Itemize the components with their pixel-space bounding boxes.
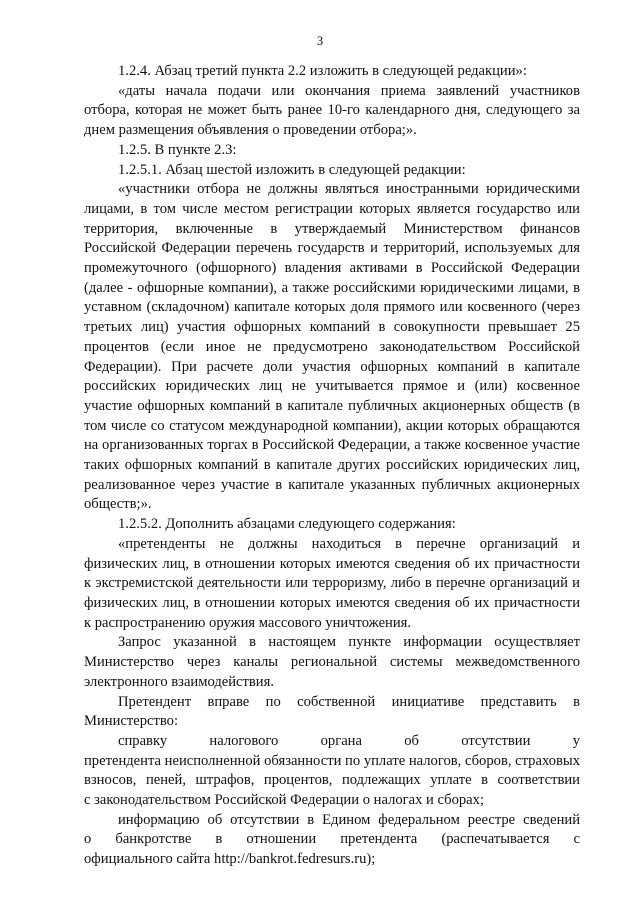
text-line: взносов, пеней, штрафов, процентов, подлежащих уплате в соответствии xyxy=(84,772,580,789)
document-body xyxy=(84,62,580,870)
page-number: 3 xyxy=(316,34,324,48)
paragraph-1-2-5-1: 1.2.5.1. Абзац шестой изложить в следующей редакции: xyxy=(118,161,466,178)
text-line: претендента неисполненной обязанности по уплате налогов, сборов, страховых xyxy=(84,752,580,769)
paragraph-1-2-4: 1.2.4. Абзац третий пункта 2.2 изложить в следующей редакции»: xyxy=(118,63,527,79)
text-line: 1.2.5.2. Дополнить абзацами следующего содержания: xyxy=(118,516,456,533)
paragraph-applicant-right: Претендент вправе по собственной инициативе представить в Министерство: xyxy=(84,693,580,730)
paragraph-offshore-participants: «участники отбора не должны являться иностранными юридическими лицами, в том числе местом регистрации которых является государство или территория, включенные в утверждаемый Министерством финансов Российской Федерации перечень государств и территорий, используемых для промежуточного (офшорного) владения активами в Российской Федерации (далее - офшорные компании), а также российскими юридическими лицами, в уставном (складочном) капитале которых доля прямого или косвенного (через третьих лиц) участия офшорных компаний в совокупности превышает 25 процентов (если иное не предусмотрено законодательством Российской Федерации). При расчете доли участия офшорных компаний в капитале российских юридических лиц не учитывается прямое и (или) косвенное участие офшорных компаний в капитале публичных акционерных обществ (в том числе со статусом международной компании), акции которых обращаются на организованных торгах в Российской Федерации, а также косвенное участие таких офшорных компаний в капитале других российских юридических лиц, реализованное через участие в капитале указанных публичных акционерных обществ;». xyxy=(84,181,580,513)
paragraph-extremism-list: «претенденты не должны находиться в перечне организаций и физических лиц, в отношении которых имеются сведения об их причастности к экстремистской деятельности или терроризму, либо в перечне организаций и физических лиц, в отношении которых имеются сведения об их причастности к распространению оружия массового уничтожения. xyxy=(84,535,580,631)
paragraph-bankruptcy-info xyxy=(84,811,580,870)
paragraph-tax-certificate xyxy=(84,732,580,811)
text-line: о банкротстве в отношении претендента (распечатывается с xyxy=(84,831,580,848)
paragraph-1-2-5: 1.2.5. В пункте 2.3: xyxy=(118,141,237,158)
text-line: справку налогового органа об отсутствии у xyxy=(118,732,580,749)
text-line: с законодательством Российской Федерации о налогах и сборах; xyxy=(84,792,485,809)
text-line: информацию об отсутствии в Едином федеральном реестре сведений xyxy=(118,811,580,828)
paragraph-interagency-request: Запрос указанной в настоящем пункте информации осуществляет Министерство через каналы региональной системы межведомственного электронного взаимодействия. xyxy=(84,634,580,690)
paragraph-1-2-5-2 xyxy=(84,515,580,535)
text-line: официального сайта http://bankrot.fedresurs.ru); xyxy=(84,851,376,868)
paragraph-application-dates: «даты начала подачи или окончания приема заявлений участников отбора, которая не может быть ранее 10-го календарного дня, следующего за днем размещения объявления о проведении отбора;». xyxy=(84,82,580,139)
